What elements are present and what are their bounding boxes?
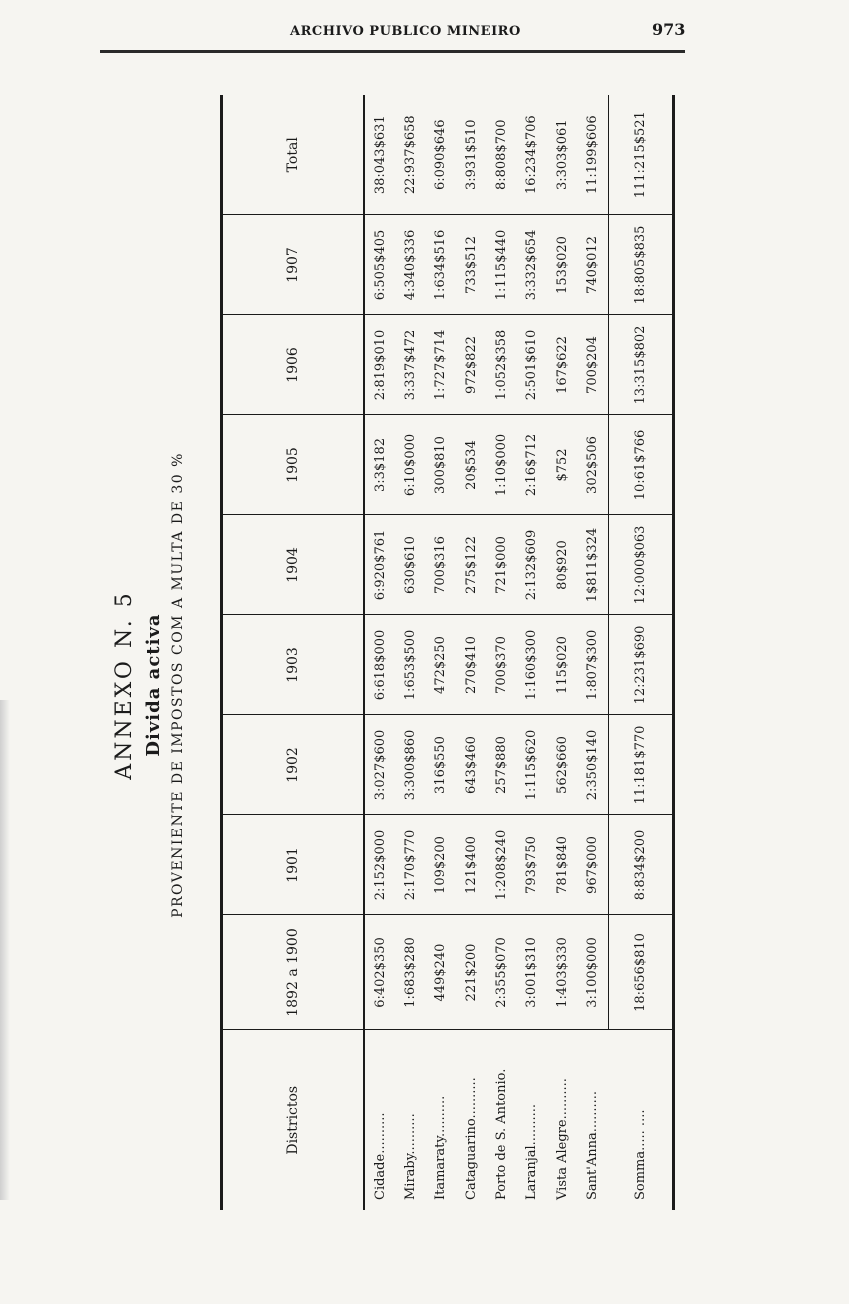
page-number: 973	[652, 20, 686, 39]
annex-caption	[110, 160, 186, 1210]
value-cell: 3:300$860	[395, 715, 425, 815]
value-cell: 1:653$500	[395, 615, 425, 715]
column-header: 1906	[222, 315, 365, 415]
value-cell: 449$240	[426, 915, 456, 1030]
annex-subtitle: Divida activa	[143, 613, 164, 757]
value-cell: 3:001$310	[517, 915, 547, 1030]
value-cell: 793$750	[517, 815, 547, 915]
value-cell: 109$200	[426, 815, 456, 915]
value-cell: 300$810	[426, 415, 456, 515]
value-cell: 740$012	[578, 215, 609, 315]
value-cell: 562$660	[547, 715, 577, 815]
district-cell: Cataguarino..........	[463, 1077, 479, 1200]
value-cell: 4:340$336	[395, 215, 425, 315]
value-cell: 1:052$358	[486, 315, 516, 415]
sum-cell: 8:834$200	[608, 815, 673, 915]
sum-cell: 10:61$766	[608, 415, 673, 515]
value-cell: 2:16$712	[517, 415, 547, 515]
column-header: 1907	[222, 215, 365, 315]
column-header: 1902	[222, 715, 365, 815]
value-cell: 3:3$182	[364, 415, 395, 515]
totals-label: Somma..... ....	[632, 1109, 648, 1200]
value-cell: 6:505$405	[364, 215, 395, 315]
table-row	[578, 95, 609, 1210]
column-header: 1892 a 1900	[222, 915, 365, 1030]
value-cell: 316$550	[426, 715, 456, 815]
value-cell: 1:115$620	[517, 715, 547, 815]
value-cell: 643$460	[456, 715, 486, 815]
table-row	[456, 95, 486, 1210]
value-cell: 700$204	[578, 315, 609, 415]
grand-total-cell: 111:215$521	[608, 95, 673, 215]
value-cell: 275$122	[456, 515, 486, 615]
value-cell: 6:618$000	[364, 615, 395, 715]
column-header: Total	[222, 95, 365, 215]
annex-description: PROVENIENTE DE IMPOSTOS COM A MULTA DE 30 %	[170, 452, 186, 918]
sum-cell: 18:656$810	[608, 915, 673, 1030]
district-cell: Itamaraty..........	[433, 1095, 449, 1200]
district-cell: Porto de S. Antonio.	[494, 1068, 510, 1200]
value-cell: 1:634$516	[426, 215, 456, 315]
value-cell: 270$410	[456, 615, 486, 715]
value-cell: 721$000	[486, 515, 516, 615]
value-cell: 3:332$654	[517, 215, 547, 315]
value-cell: 781$840	[547, 815, 577, 915]
total-cell: 11:199$606	[578, 95, 609, 215]
value-cell: 1:160$300	[517, 615, 547, 715]
value-cell: 6:920$761	[364, 515, 395, 615]
header-rule	[100, 50, 685, 53]
value-cell: 153$020	[547, 215, 577, 315]
table-row	[426, 95, 456, 1210]
value-cell: 20$534	[456, 415, 486, 515]
running-title: ARCHIVO PUBLICO MINEIRO	[290, 24, 521, 39]
district-cell: Sant'Anna..........	[585, 1090, 601, 1200]
value-cell: 2:132$609	[517, 515, 547, 615]
column-header: 1904	[222, 515, 365, 615]
value-cell: 3:337$472	[395, 315, 425, 415]
total-cell: 8:808$700	[486, 95, 516, 215]
value-cell: 80$920	[547, 515, 577, 615]
value-cell: 1:10$000	[486, 415, 516, 515]
value-cell: 700$370	[486, 615, 516, 715]
total-cell: 3:931$510	[456, 95, 486, 215]
value-cell: 221$200	[456, 915, 486, 1030]
column-header: 1901	[222, 815, 365, 915]
value-cell: 3:027$600	[364, 715, 395, 815]
value-cell: 257$880	[486, 715, 516, 815]
value-cell: 302$506	[578, 415, 609, 515]
value-cell: 2:152$000	[364, 815, 395, 915]
column-header: 1903	[222, 615, 365, 715]
value-cell: 6:10$000	[395, 415, 425, 515]
district-cell: Laranjal..........	[524, 1104, 540, 1200]
running-head	[100, 20, 685, 56]
value-cell: 121$400	[456, 815, 486, 915]
value-cell: 700$316	[426, 515, 456, 615]
value-cell: 2:819$010	[364, 315, 395, 415]
value-cell: 1:683$280	[395, 915, 425, 1030]
table-row	[486, 95, 516, 1210]
value-cell: 472$250	[426, 615, 456, 715]
sum-cell: 13:315$802	[608, 315, 673, 415]
value-cell: 1:208$240	[486, 815, 516, 915]
total-cell: 3:303$061	[547, 95, 577, 215]
value-cell: 1:403$330	[547, 915, 577, 1030]
district-cell: Miraby..........	[403, 1113, 419, 1200]
total-cell: 6:090$646	[426, 95, 456, 215]
value-cell: 972$822	[456, 315, 486, 415]
value-cell: 967$000	[578, 815, 609, 915]
district-cell: Vista Alegre..........	[554, 1078, 570, 1200]
value-cell: 1:727$714	[426, 315, 456, 415]
table-row	[364, 95, 395, 1210]
district-cell: Cidade..........	[372, 1112, 388, 1200]
total-cell: 16:234$706	[517, 95, 547, 215]
binding-edge-shadow	[0, 700, 10, 1200]
value-cell: 733$512	[456, 215, 486, 315]
sum-cell: 18:805$835	[608, 215, 673, 315]
table-row	[517, 95, 547, 1210]
sum-cell: 12:000$063	[608, 515, 673, 615]
column-header: 1905	[222, 415, 365, 515]
value-cell: 3:100$000	[578, 915, 609, 1030]
sum-cell: 12:231$690	[608, 615, 673, 715]
value-cell: 630$610	[395, 515, 425, 615]
value-cell: 2:355$070	[486, 915, 516, 1030]
totals-row	[608, 95, 673, 1210]
table-row	[395, 95, 425, 1210]
value-cell: 167$622	[547, 315, 577, 415]
value-cell: 6:402$350	[364, 915, 395, 1030]
value-cell: 1:115$440	[486, 215, 516, 315]
table-header-row	[222, 95, 365, 1210]
debt-table	[220, 95, 675, 1210]
table-row	[547, 95, 577, 1210]
value-cell: 1:807$300	[578, 615, 609, 715]
sum-cell: 11:181$770	[608, 715, 673, 815]
annex-title: ANNEXO N. 5	[112, 590, 137, 780]
value-cell: 2:350$140	[578, 715, 609, 815]
total-cell: 38:043$631	[364, 95, 395, 215]
column-header: Districtos	[222, 1030, 365, 1210]
value-cell: 115$020	[547, 615, 577, 715]
total-cell: 22:937$658	[395, 95, 425, 215]
value-cell: 2:170$770	[395, 815, 425, 915]
value-cell: 1$811$324	[578, 515, 609, 615]
value-cell: $752	[547, 415, 577, 515]
rotated-annex-block	[110, 80, 700, 1210]
value-cell: 2:501$610	[517, 315, 547, 415]
